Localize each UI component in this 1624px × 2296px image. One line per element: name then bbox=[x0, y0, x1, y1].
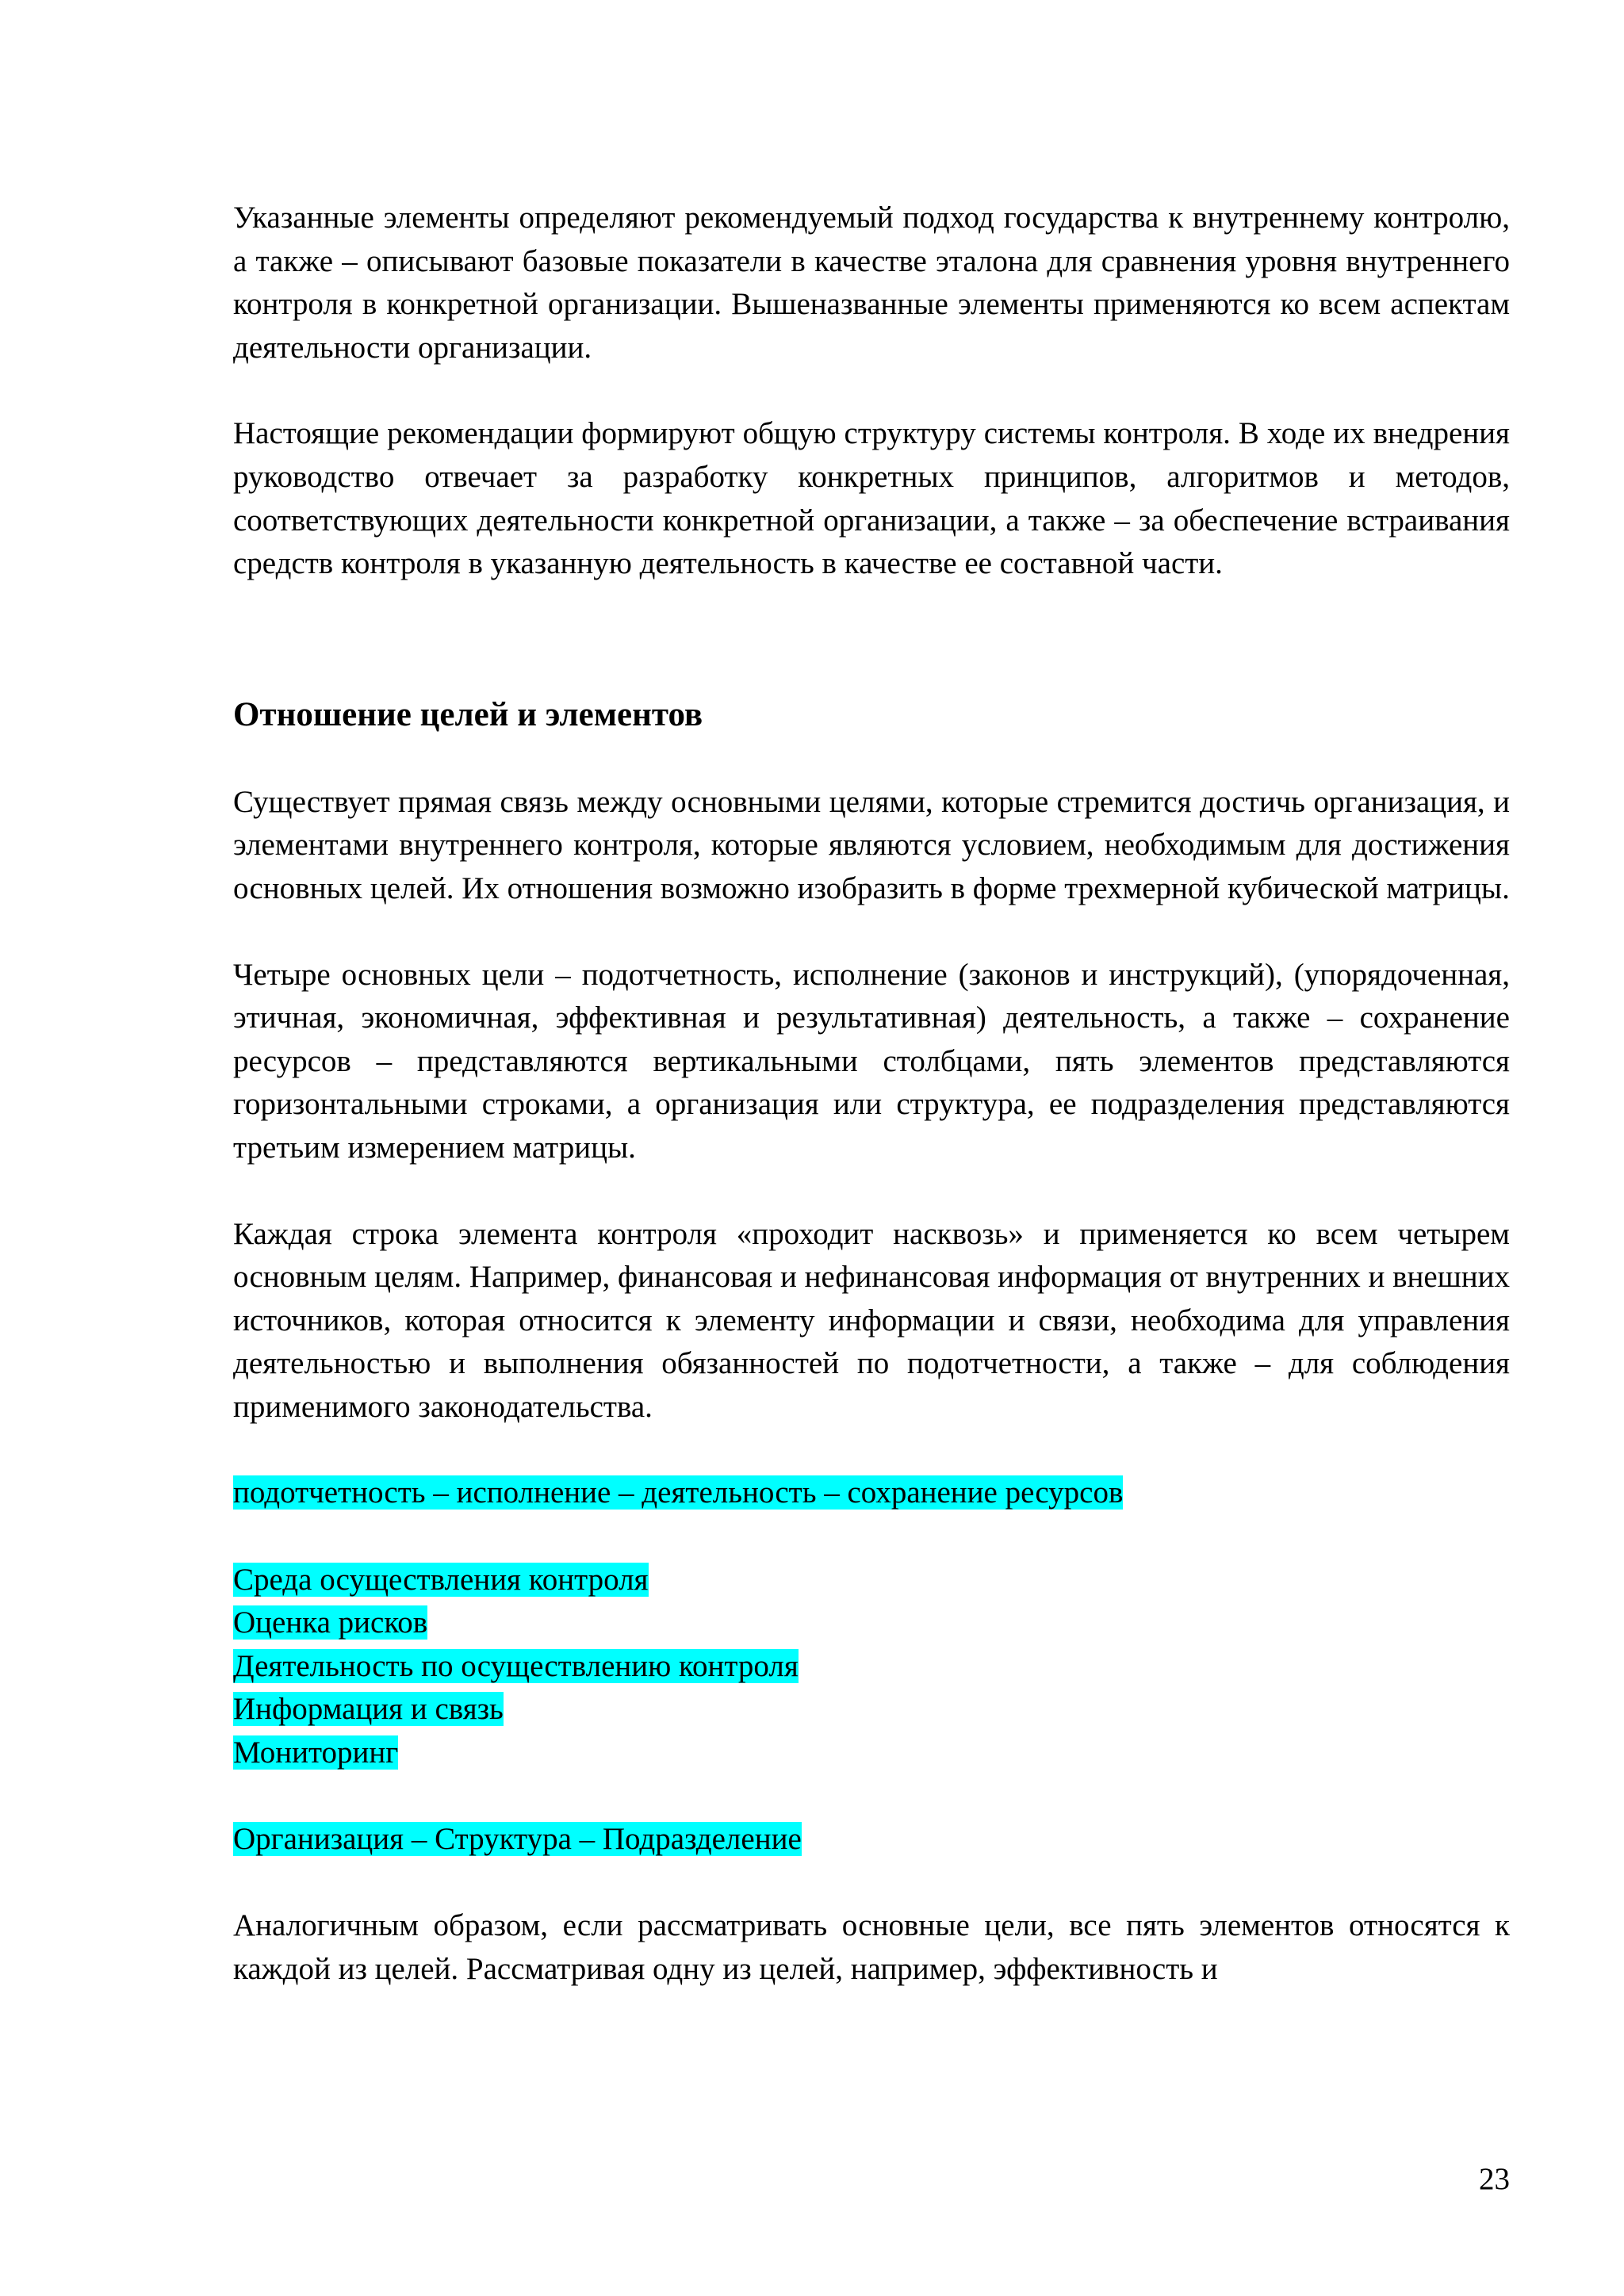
highlighted-element-line bbox=[233, 1559, 1510, 1602]
spacer bbox=[233, 1775, 1510, 1819]
highlighted-dimension-text: Организация – Структура – Подразделение bbox=[233, 1822, 802, 1857]
paragraph-each-row: Каждая строка элемента контроля «проходит насквозь» и применяется ко всем четырем основным целям. Например, финансовая и нефинансовая информация от внутренних и внешних источников, которая относится к элементу информации и связи, необходима для управления деятельностью и выполнения обязанностей по подотчетности, а также – для соблюдения применимого законодательства. bbox=[233, 1216, 1510, 1424]
paragraph-elements-approach: Указанные элементы определяют рекомендуемый подход государства к внутреннему контролю, а также – описывают базовые показатели в качестве эталона для сравнения уровня внутреннего контроля в конкретной организации. Вышеназванные элементы применяются ко всем аспектам деятельности организации. bbox=[233, 201, 1510, 365]
highlighted-objectives-line bbox=[233, 1471, 1510, 1515]
highlighted-objectives-text: подотчетность – исполнение – деятельность – сохранение ресурсов bbox=[233, 1475, 1124, 1510]
section-heading: Отношение целей и элементов bbox=[233, 695, 703, 733]
highlighted-element-line bbox=[233, 1732, 1510, 1775]
paragraph-similarly: Аналогичным образом, если рассматривать основные цели, все пять элементов относятся к каждой из целей. Рассматривая одну из целей, например, эффективность и bbox=[233, 1908, 1510, 1986]
highlighted-dimension-line bbox=[233, 1818, 1510, 1862]
page-content bbox=[233, 197, 1510, 1992]
highlighted-element-line bbox=[233, 1601, 1510, 1645]
highlighted-element-control-environment: Среда осуществления контроля bbox=[233, 1562, 649, 1597]
highlighted-element-line bbox=[233, 1645, 1510, 1689]
paragraph-recommendations: Настоящие рекомендации формируют общую структуру системы контроля. В ходе их внедрения руководство отвечает за разработку конкретных принципов, алгоритмов и методов, соответствующих деятельности конкретной организации, а также – за обеспечение встраивания средств контроля в указанную деятельность в качестве ее составной части. bbox=[233, 416, 1510, 581]
spacer bbox=[233, 1515, 1510, 1559]
paragraph-four-objectives: Четыре основных цели – подотчетность, исполнение (законов и инструкций), (упорядоченная, этичная, экономичная, эффективная и результативная) деятельность, а также – сохранение ресурсов – представляются вертикальными столбцами, пять элементов представляются горизонтальными строками, а организация или структура, ее подразделения представляются третьим измерением матрицы. bbox=[233, 957, 1510, 1165]
highlighted-element-information-communication: Информация и связь bbox=[233, 1692, 504, 1727]
highlighted-element-risk-assessment: Оценка рисков bbox=[233, 1605, 428, 1640]
paragraph-direct-relation: Существует прямая связь между основными целями, которые стремится достичь организация, и элементами внутреннего контроля, которые являются условием, необходимым для достижения основных целей. Их отношения возможно изобразить в форме трехмерной кубической матрицы. bbox=[233, 784, 1510, 905]
highlighted-element-monitoring: Мониторинг bbox=[233, 1735, 399, 1770]
spacer bbox=[233, 1862, 1510, 1905]
page-number: 23 bbox=[1479, 2162, 1510, 2196]
highlighted-element-control-activities: Деятельность по осуществлению контроля bbox=[233, 1648, 799, 1683]
highlighted-element-line bbox=[233, 1688, 1510, 1732]
